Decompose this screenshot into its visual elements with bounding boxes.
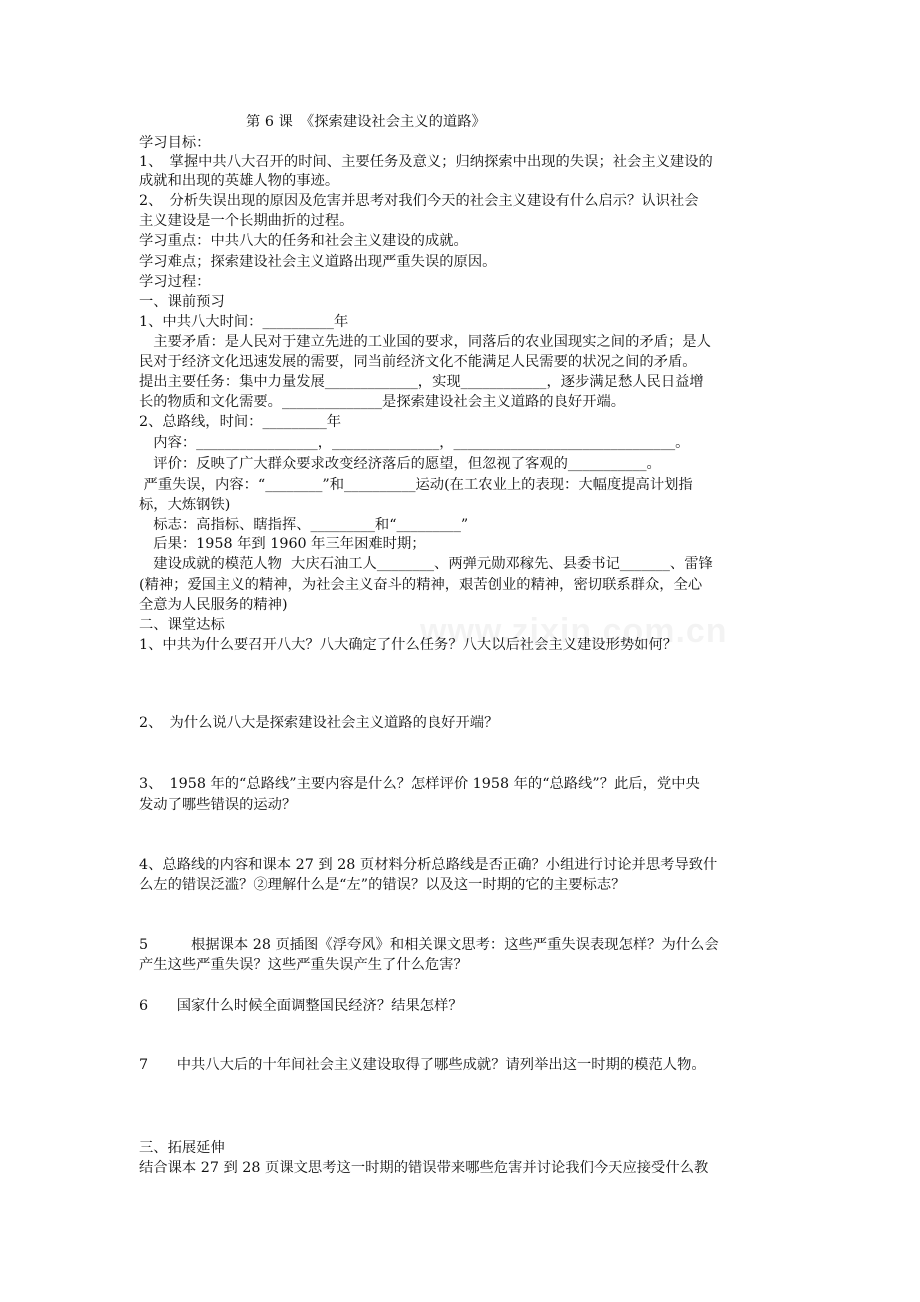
text-line: 学习目标： — [139, 135, 211, 151]
question-line: 1、中共为什么要召开八大？八大确定了什么任务？八大以后社会主义建设形势如何？ — [139, 637, 678, 653]
watermark — [420, 612, 728, 651]
question-line: 么左的错误泛滥？②理解什么是“左”的错误？以及这一时期的它的主要标志？ — [139, 877, 626, 893]
question-line: 产生这些严重失误？这些严重失误产生了什么危害？ — [139, 957, 468, 973]
question-line: 发动了哪些错误的运动？ — [139, 797, 297, 813]
document-title: 第 6 课 《探索建设社会主义的道路》 — [246, 114, 486, 130]
text-line: (精神；爱国主义的精神，为社会主义奋斗的精神，艰苦创业的精神，密切联系群众，全心 — [139, 577, 703, 593]
section-heading: 三、拓展延伸 — [139, 1140, 225, 1156]
text-line: 严重失误，内容：“________”和__________运动(在工农业上的表现：大幅度提高计划指 — [139, 477, 693, 493]
question-line: 4、总路线的内容和课本 27 到 28 页材料分析总路线是否正确？小组进行讨论并思考导致什 — [139, 857, 718, 873]
text-line: 提出主要任务：集中力量发展_____________，实现____________，逐步满足愁人民日益增 — [139, 374, 704, 390]
section-heading: 二、课堂达标 — [139, 617, 225, 633]
text-line: 标，大炼钢铁) — [139, 497, 231, 513]
text-line: 民对于经济文化迅速发展的需要，同当前经济文化不能满足人民需要的状况之间的矛盾。 — [139, 354, 697, 370]
text-line: 1、 掌握中共八大召开的时间、主要任务及意义；归纳探索中出现的失误；社会主义建设的 — [139, 154, 713, 170]
text-line: 后果：1958 年到 1960 年三年困难时期； — [139, 536, 426, 552]
text-line: 建设成就的模范人物 大庆石油工人________、两弹元勋邓稼先、县委书记_______、雷锋 — [139, 556, 713, 572]
text-line: 1、中共八大时间：__________年 — [139, 314, 349, 330]
text-line: 学习过程： — [139, 274, 211, 290]
question-line: 5 根据课本 28 页插图《浮夸风》和相关课文思考：这些严重失误表现怎样？为什么会 — [139, 937, 719, 953]
text-line: 学习重点：中共八大的任务和社会主义建设的成就。 — [139, 233, 468, 249]
text-line: 评价：反映了广大群众要求改变经济落后的愿望，但忽视了客观的___________。 — [139, 456, 661, 472]
text-line: 内容：_________________，_______________，_______________________________。 — [139, 435, 690, 451]
text-line: 2、 分析失误出现的原因及危害并思考对我们今天的社会主义建设有什么启示？认识社会 — [139, 193, 699, 209]
question-line: 3、 1958 年的“总路线”主要内容是什么？怎样评价 1958 年的“总路线”？此后，党中央 — [139, 776, 700, 792]
text-line: 结合课本 27 到 28 页课文思考这一时期的错误带来哪些危害并讨论我们今天应接受什么教 — [139, 1160, 709, 1176]
text-line: 全意为人民服务的精神) — [139, 597, 288, 613]
section-heading: 一、课前预习 — [139, 294, 225, 310]
text-line: 长的物质和文化需要。______________是探索建设社会主义道路的良好开端。 — [139, 394, 626, 410]
text-line: 成就和出现的英雄人物的事迹。 — [139, 173, 340, 189]
question-line: 6 国家什么时候全面调整国民经济？结果怎样？ — [139, 998, 463, 1014]
text-line: 学习难点；探索建设社会主义道路出现严重失误的原因。 — [139, 254, 497, 270]
text-line: 主义建设是一个长期曲折的过程。 — [139, 213, 354, 229]
question-line: 2、 为什么说八大是探索建设社会主义道路的良好开端？ — [139, 715, 499, 731]
text-line: 标志：高指标、瞎指挥、_________和“_________” — [139, 517, 469, 533]
text-line: 2、总路线，时间：_________年 — [139, 414, 342, 430]
question-line: 7 中共八大后的十年间社会主义建设取得了哪些成就？请列举出这一时期的模范人物。 — [139, 1057, 706, 1073]
text-line: 主要矛盾：是人民对于建立先进的工业国的要求，同落后的农业国现实之间的矛盾；是人 — [139, 334, 711, 350]
